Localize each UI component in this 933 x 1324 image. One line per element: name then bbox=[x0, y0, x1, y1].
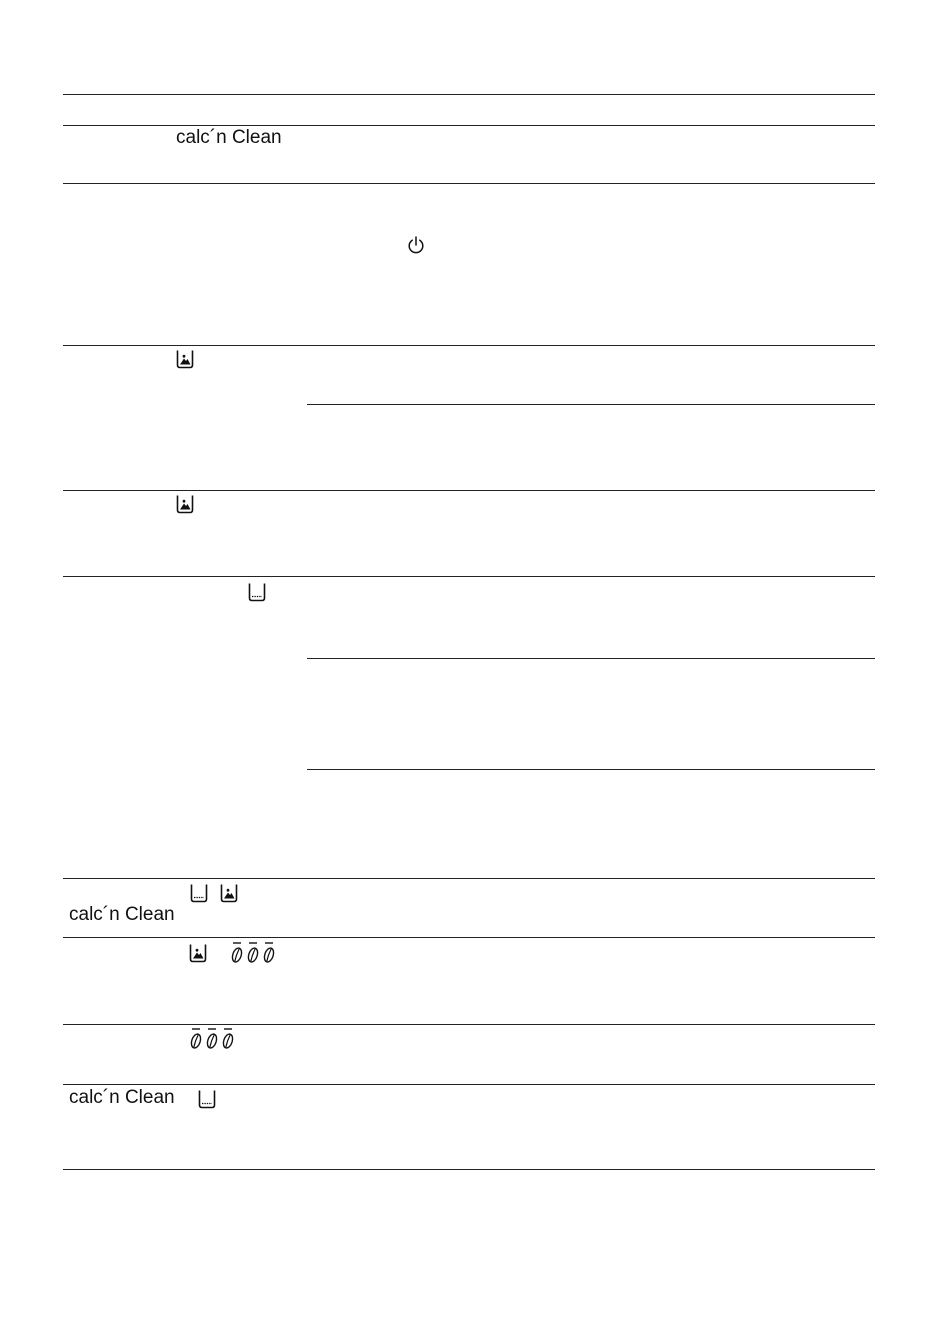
coffee-bean-icon bbox=[205, 1027, 219, 1051]
water-tank-icon bbox=[189, 883, 209, 903]
cleaning-tablet-icon bbox=[188, 943, 208, 963]
table-top-rule bbox=[63, 94, 875, 95]
power-icon bbox=[406, 235, 426, 255]
water-tank-icon bbox=[247, 582, 267, 602]
row-divider bbox=[63, 576, 875, 577]
row-divider bbox=[63, 183, 875, 184]
calc-n-clean-label: calc´n Clean bbox=[69, 1087, 175, 1108]
row-divider bbox=[63, 878, 875, 879]
coffee-bean-icon bbox=[230, 941, 244, 965]
cleaning-tablet-icon bbox=[219, 883, 239, 903]
table-bottom-rule bbox=[63, 1169, 875, 1170]
remedy-divider bbox=[307, 404, 875, 405]
row-divider bbox=[63, 490, 875, 491]
water-tank-icon bbox=[197, 1089, 217, 1109]
row-divider bbox=[63, 937, 875, 938]
remedy-divider bbox=[307, 658, 875, 659]
remedy-divider bbox=[307, 769, 875, 770]
calc-n-clean-label: calc´n Clean bbox=[69, 904, 175, 925]
calc-n-clean-label: calc´n Clean bbox=[176, 127, 282, 148]
row-divider bbox=[63, 345, 875, 346]
coffee-bean-icon bbox=[262, 941, 276, 965]
coffee-bean-icon bbox=[246, 941, 260, 965]
row-divider bbox=[63, 1084, 875, 1085]
cleaning-tablet-icon bbox=[175, 349, 195, 369]
table-header-rule bbox=[63, 125, 875, 126]
coffee-bean-icon bbox=[221, 1027, 235, 1051]
coffee-bean-icon bbox=[189, 1027, 203, 1051]
row-divider bbox=[63, 1024, 875, 1025]
cleaning-tablet-icon bbox=[175, 494, 195, 514]
